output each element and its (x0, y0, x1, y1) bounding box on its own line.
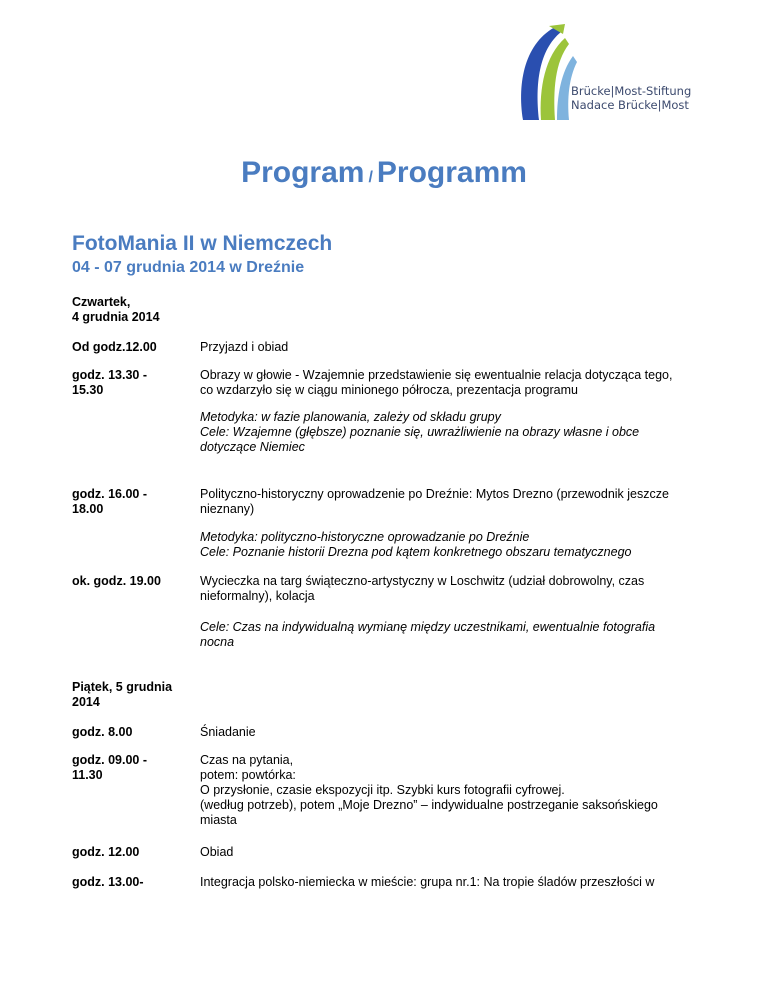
schedule-text: Wycieczka na targ świąteczno-artystyczny w Loschwitz (udział dobrowolny, czas nieformalny), kolacja (200, 574, 645, 603)
event-title: FotoMania II w Niemczech (72, 232, 333, 255)
logo-text-line2: Nadace Brücke|Most (571, 98, 689, 112)
schedule-text: Śniadanie (200, 725, 256, 739)
schedule-time: godz. 8.00 (72, 725, 133, 739)
title-part2: Programm (376, 156, 527, 189)
schedule-time: godz. 13.00- (72, 875, 144, 889)
logo-text-line1: Brücke|Most-Stiftung (571, 84, 692, 98)
day-heading-thursday: Czwartek, 4 grudnia 2014 (72, 295, 160, 324)
day-heading-friday: Piątek, 5 grudnia 2014 (72, 680, 173, 709)
title-part1: Program (241, 156, 365, 189)
schedule-note: Metodyka: polityczno-historyczne oprowadzanie po Dreźnie Cele: Poznanie historii Drezna pod kątem konkretnego obszaru tematycznego (200, 530, 632, 559)
schedule-note: Cele: Czas na indywidualną wymianę między uczestnikami, ewentualnie fotografia nocna (200, 620, 656, 649)
schedule-text: Obiad (200, 845, 234, 859)
schedule-text: Przyjazd i obiad (200, 340, 289, 354)
schedule-text: Obrazy w głowie - Wzajemnie przedstawienie się ewentualnie relacja dotycząca tego, co wzdarzyło się w ciągu minionego półrocza, prezentacja programu (200, 368, 673, 397)
schedule-time: godz. 16.00 - 18.00 (72, 487, 148, 516)
schedule-time: godz. 09.00 - 11.30 (72, 753, 148, 782)
schedule-text: Integracja polsko-niemiecka w mieście: grupa nr.1: Na tropie śladów przeszłości w (200, 875, 655, 889)
schedule-text: Czas na pytania, potem: powtórka: O przysłonie, czasie ekspozycji itp. Szybki kurs fotografii cyfrowej. (według potrzeb), potem „Moje Drezno” – indywidualne postrzeganie saksońskiego miasta (200, 753, 658, 827)
logo (505, 22, 715, 122)
page-title (0, 156, 768, 190)
schedule-time: ok. godz. 19.00 (72, 574, 161, 588)
schedule-time: godz. 12.00 (72, 845, 140, 859)
event-subtitle: 04 - 07 grudnia 2014 w Dreźnie (72, 259, 305, 276)
schedule-text: Polityczno-historyczny oprowadzenie po Dreźnie: Mytos Drezno (przewodnik jeszcze nieznany) (200, 487, 669, 516)
title-separator: / (368, 169, 373, 186)
schedule-note: Metodyka: w fazie planowania, zależy od składu grupy Cele: Wzajemne (głębsze) poznanie się, uwrażliwienie na obrazy własne i obce dotyczące Niemiec (200, 410, 640, 454)
schedule-time: godz. 13.30 - 15.30 (72, 368, 148, 397)
schedule-time: Od godz.12.00 (72, 340, 157, 354)
